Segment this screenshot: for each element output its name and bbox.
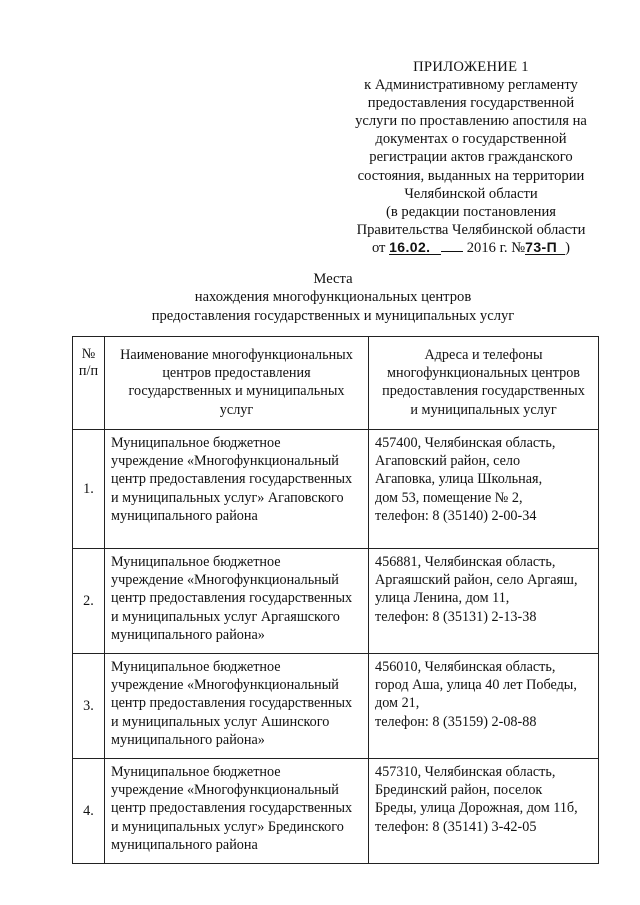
appendix-line: документах о государственной — [375, 131, 567, 148]
heading-line: нахождения многофункциональных центров — [194, 289, 472, 306]
document-heading — [100, 270, 566, 325]
mfc-locations-table — [72, 336, 599, 864]
center-address: 457400, Челябинская область, Агаповский район, село Агаповка, улица Школьная, дом 53, помещение № 2, телефон: 8 (35140) 2-00-34 — [369, 430, 599, 549]
center-name: Муниципальное бюджетное учреждение «Многофункциональный центр предоставления государственных и муниципальных услуг» Агаповского муниципального района — [105, 430, 369, 549]
resolution-date-line — [340, 239, 602, 257]
appendix-title: ПРИЛОЖЕНИЕ 1 — [413, 59, 529, 75]
center-address: 456010, Челябинская область, город Аша, улица 40 лет Победы, дом 21, телефон: 8 (35159) 2-08-88 — [369, 654, 599, 759]
column-header-address: Адреса и телефоны многофункциональных центров предоставления государственных и муниципальных услуг — [369, 337, 599, 430]
table-row — [73, 759, 599, 864]
table-row — [73, 549, 599, 654]
appendix-line: Правительства Челябинской области — [356, 221, 586, 238]
center-name: Муниципальное бюджетное учреждение «Многофункциональный центр предоставления государственных и муниципальных услуг» Брединского муниципального района — [105, 759, 369, 864]
closing-paren: ) — [565, 239, 571, 256]
table-header-row — [73, 337, 599, 430]
heading-line: предоставления государственных и муниципальных услуг — [151, 307, 515, 324]
appendix-line: (в редакции постановления — [386, 203, 556, 220]
appendix-line: к Административному регламенту — [364, 77, 578, 94]
resolution-date: 16.02. — [389, 240, 441, 255]
column-header-number: № п/п — [73, 337, 105, 430]
appendix-line: Челябинской области — [404, 185, 538, 202]
table-row — [73, 430, 599, 549]
heading-line: Места — [313, 271, 353, 287]
center-name: Муниципальное бюджетное учреждение «Многофункциональный центр предоставления государственных и муниципальных услуг Ашинского муниципального района» — [105, 654, 369, 759]
appendix-line: регистрации актов гражданского — [369, 149, 573, 166]
date-prefix: от — [371, 239, 386, 256]
row-number: 4. — [73, 759, 105, 864]
center-address: 456881, Челябинская область, Аргаяшский район, село Аргаяш, улица Ленина, дом 11, телефон: 8 (35131) 2-13-38 — [369, 549, 599, 654]
center-name: Муниципальное бюджетное учреждение «Многофункциональный центр предоставления государственных и муниципальных услуг Аргаяшского муниципального района» — [105, 549, 369, 654]
appendix-line: состояния, выданных на территории — [357, 167, 585, 184]
appendix-line: предоставления государственной — [367, 95, 575, 112]
resolution-year: 2016 г. № — [466, 239, 526, 256]
appendix-line: услуги по проставлению апостиля на — [355, 113, 587, 130]
row-number: 1. — [73, 430, 105, 549]
date-underline — [441, 239, 463, 252]
appendix-block — [340, 58, 602, 257]
column-header-name: Наименование многофункциональных центров предоставления государственных и муниципальных услуг — [105, 337, 369, 430]
table-row — [73, 654, 599, 759]
row-number: 2. — [73, 549, 105, 654]
row-number: 3. — [73, 654, 105, 759]
resolution-number: 73-П — [525, 240, 565, 255]
center-address: 457310, Челябинская область, Брединский район, поселок Бреды, улица Дорожная, дом 11б, телефон: 8 (35141) 3-42-05 — [369, 759, 599, 864]
